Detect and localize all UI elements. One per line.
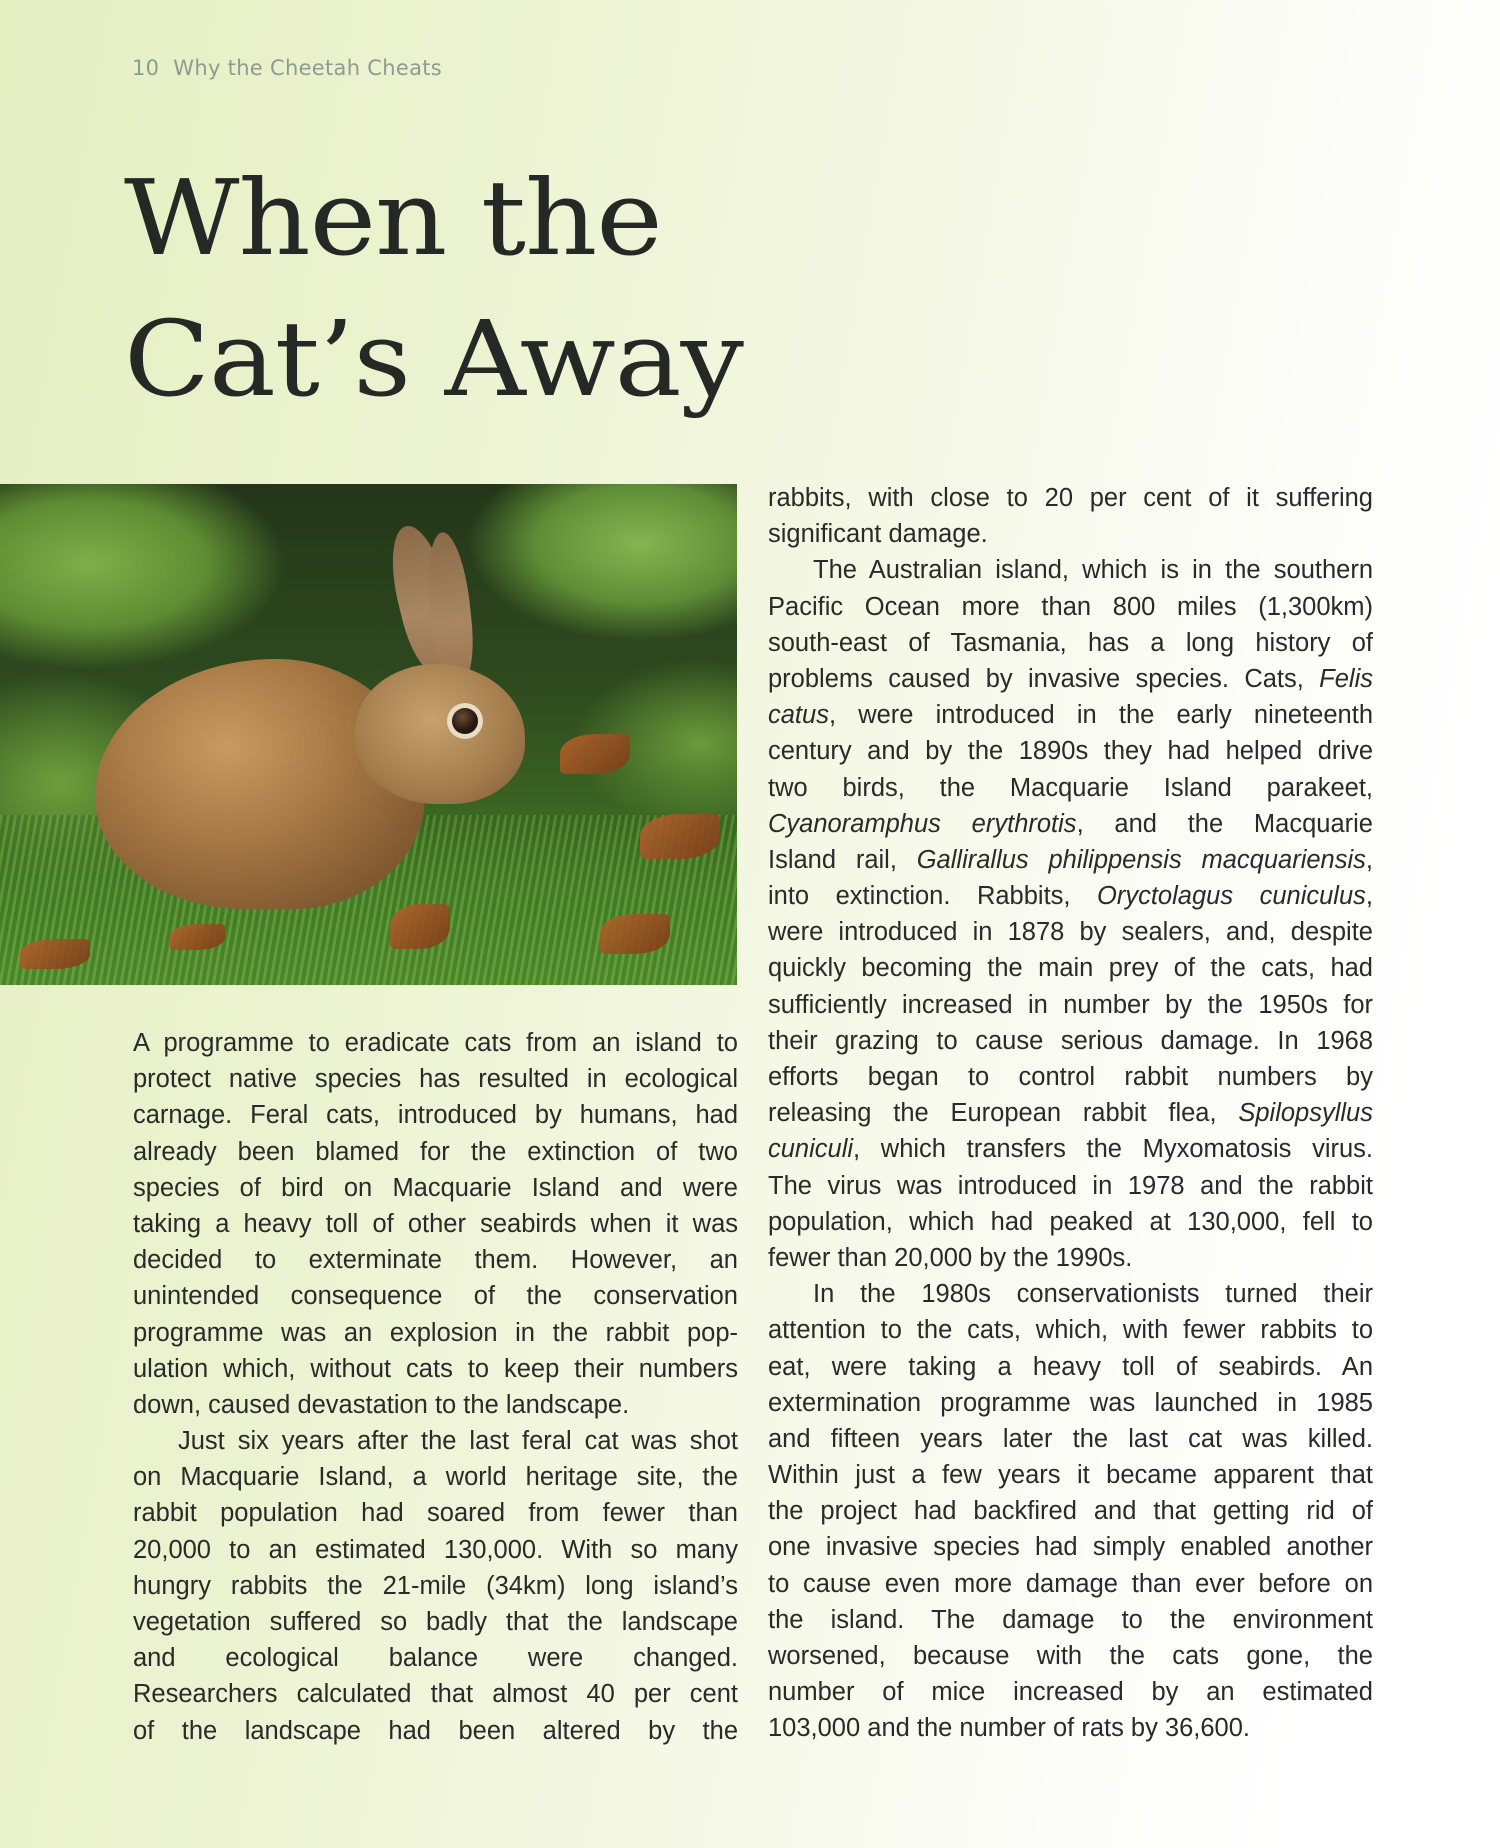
text-line	[133, 1315, 738, 1351]
text-line	[768, 589, 1373, 625]
text-line	[768, 1095, 1373, 1131]
text-line	[133, 1061, 738, 1097]
text-run: and ecological balance were changed.	[133, 1644, 738, 1673]
title-line-1: When the	[124, 157, 662, 279]
text-line	[768, 1204, 1373, 1240]
text-line	[768, 1566, 1373, 1602]
text-run: problems caused by invasive species. Cats,	[768, 664, 1320, 693]
text-line	[133, 1568, 738, 1604]
text-run: species of bird on Macquarie Island and were	[133, 1173, 738, 1202]
text-line	[768, 1131, 1373, 1167]
text-run: ,	[1365, 882, 1373, 911]
text-run: of the landscape had been altered by the	[133, 1716, 738, 1745]
text-run: , and the Macquarie	[1076, 809, 1373, 838]
right-column	[768, 480, 1373, 1747]
text-line	[768, 1638, 1373, 1674]
text-run: already been blamed for the extinction of two	[133, 1137, 738, 1166]
text-line	[133, 1495, 738, 1531]
text-run: eat, were taking a heavy toll of seabirds. An	[768, 1352, 1373, 1381]
text-run: The Australian island, which is in the southern	[813, 556, 1373, 585]
text-line	[768, 661, 1373, 697]
text-run: significant damage.	[768, 520, 988, 549]
text-run: carnage. Feral cats, introduced by humans, had	[133, 1101, 738, 1130]
text-run: hungry rabbits the 21-mile (34km) long island’s	[133, 1571, 738, 1600]
text-line	[133, 1532, 738, 1568]
text-run: Researchers calculated that almost 40 per cent	[133, 1680, 738, 1709]
text-run: attention to the cats, which, with fewer rabbits to	[768, 1316, 1373, 1345]
text-run: fewer than 20,000 by the 1990s.	[768, 1243, 1133, 1272]
text-run: their grazing to cause serious damage. In 1968	[768, 1026, 1373, 1055]
text-run: decided to exterminate them. However, an	[133, 1246, 738, 1275]
text-line	[768, 1312, 1373, 1348]
text-line	[133, 1423, 738, 1459]
text-line	[768, 733, 1373, 769]
text-run: two birds, the Macquarie Island parakeet,	[768, 773, 1373, 802]
text-run: 103,000 and the number of rats by 36,600.	[768, 1714, 1251, 1743]
text-line	[133, 1640, 738, 1676]
text-line	[768, 1602, 1373, 1638]
text-run: on Macquarie Island, a world heritage site, the	[133, 1463, 738, 1492]
rabbit-eye	[452, 708, 478, 734]
text-run: population, which had peaked at 130,000, fell to	[768, 1207, 1373, 1236]
text-line	[768, 1710, 1373, 1746]
rabbit-photo	[0, 484, 737, 985]
text-run: extermination programme was launched in 1985	[768, 1388, 1373, 1417]
text-run: programme was an explosion in the rabbit pop-	[133, 1318, 738, 1347]
text-line	[768, 770, 1373, 806]
title-line-2: Cat’s Away	[124, 298, 743, 420]
text-run: Island rail,	[768, 845, 917, 874]
text-line	[133, 1134, 738, 1170]
text-line	[133, 1278, 738, 1314]
text-line	[133, 1097, 738, 1133]
text-run: century and by the 1890s they had helped drive	[768, 737, 1373, 766]
text-line	[133, 1676, 738, 1712]
text-run: vegetation suffered so badly that the landscape	[133, 1608, 738, 1636]
photo-fallen-leaf	[390, 904, 450, 949]
photo-fallen-leaf	[640, 814, 720, 859]
text-run: number of mice increased by an estimated	[768, 1678, 1373, 1707]
text-line	[768, 1240, 1373, 1276]
text-line	[768, 914, 1373, 950]
text-line	[768, 1023, 1373, 1059]
text-line	[768, 987, 1373, 1023]
text-line	[768, 480, 1373, 516]
text-run: rabbits, with close to 20 per cent of it suffering	[768, 484, 1373, 512]
text-run: , were introduced in the early nineteenth	[828, 701, 1373, 730]
text-run: efforts began to control rabbit numbers by	[768, 1063, 1373, 1091]
text-line	[768, 878, 1373, 914]
text-line	[768, 1421, 1373, 1457]
text-line	[768, 842, 1373, 878]
text-line	[768, 950, 1373, 986]
species-name: Cyanoramphus erythrotis	[768, 809, 1077, 838]
article-title	[124, 148, 743, 430]
photo-fallen-leaf	[600, 914, 670, 954]
species-name: Spilopsyllus	[1238, 1099, 1373, 1128]
text-run: worsened, because with the cats gone, the	[768, 1642, 1373, 1670]
running-head	[132, 56, 442, 80]
text-run: The virus was introduced in 1978 and the rabbit	[768, 1171, 1373, 1200]
text-run: the project had backfired and that getting rid of	[768, 1497, 1373, 1526]
left-column	[133, 1025, 738, 1749]
text-run: releasing the European rabbit flea,	[768, 1099, 1239, 1128]
text-run: unintended consequence of the conservation	[133, 1282, 738, 1311]
text-run: A programme to eradicate cats from an island to	[133, 1029, 738, 1057]
species-name: catus	[768, 701, 829, 730]
text-run: In the 1980s conservationists turned their	[813, 1280, 1373, 1309]
page-number: 10	[132, 56, 160, 80]
text-run: sufficiently increased in number by the 1950s for	[768, 990, 1373, 1019]
text-line	[768, 1674, 1373, 1710]
text-line	[133, 1604, 738, 1640]
rabbit-head	[355, 664, 525, 804]
text-line	[768, 1168, 1373, 1204]
text-run: Pacific Ocean more than 800 miles (1,300km)	[768, 592, 1373, 621]
text-line	[768, 1276, 1373, 1312]
text-run: Within just a few years it became apparent that	[768, 1461, 1373, 1490]
text-line	[768, 1529, 1373, 1565]
text-run: 20,000 to an estimated 130,000. With so many	[133, 1535, 738, 1564]
text-run: , which transfers the Myxomatosis virus.	[853, 1135, 1373, 1164]
photo-fallen-leaf	[20, 939, 90, 969]
text-line	[768, 697, 1373, 733]
photo-fallen-leaf	[170, 924, 225, 950]
text-run: taking a heavy toll of other seabirds when it was	[133, 1209, 738, 1238]
text-line	[133, 1387, 738, 1423]
text-line	[133, 1242, 738, 1278]
text-line	[768, 806, 1373, 842]
photo-fallen-leaf	[560, 734, 630, 774]
text-run: one invasive species had simply enabled another	[768, 1533, 1373, 1562]
species-name: Oryctolagus cuniculus	[1097, 882, 1366, 911]
text-run: ,	[1365, 845, 1373, 874]
text-line	[768, 1059, 1373, 1095]
text-line	[768, 1349, 1373, 1385]
text-run: the island. The damage to the environment	[768, 1605, 1373, 1634]
text-line	[133, 1025, 738, 1061]
text-run: to cause even more damage than ever before on	[768, 1569, 1373, 1598]
text-line	[768, 1493, 1373, 1529]
species-name: cuniculi	[768, 1135, 854, 1164]
text-line	[133, 1713, 738, 1749]
text-run: Just six years after the last feral cat was shot	[178, 1427, 738, 1456]
text-line	[768, 1457, 1373, 1493]
text-run: rabbit population had soared from fewer than	[133, 1499, 738, 1528]
text-line	[133, 1206, 738, 1242]
text-run: down, caused devastation to the landscape.	[133, 1390, 630, 1419]
text-line	[768, 1385, 1373, 1421]
species-name: Gallirallus philippensis macquariensis	[916, 845, 1366, 874]
text-run: quickly becoming the main prey of the cats, had	[768, 954, 1373, 983]
text-run: protect native species has resulted in ecological	[133, 1065, 738, 1094]
text-run: ulation which, without cats to keep their numbers	[133, 1354, 738, 1383]
text-line	[133, 1459, 738, 1495]
text-run: and fifteen years later the last cat was killed.	[768, 1424, 1373, 1453]
text-line	[133, 1351, 738, 1387]
text-line	[768, 552, 1373, 588]
text-run: south-east of Tasmania, has a long history of	[768, 628, 1373, 657]
text-run: were introduced in 1878 by sealers, and, despite	[768, 918, 1373, 947]
text-line	[133, 1170, 738, 1206]
book-title: Why the Cheetah Cheats	[173, 56, 443, 80]
species-name: Felis	[1319, 664, 1373, 693]
text-run: into extinction. Rabbits,	[768, 882, 1098, 911]
text-line	[768, 516, 1373, 552]
text-line	[768, 625, 1373, 661]
